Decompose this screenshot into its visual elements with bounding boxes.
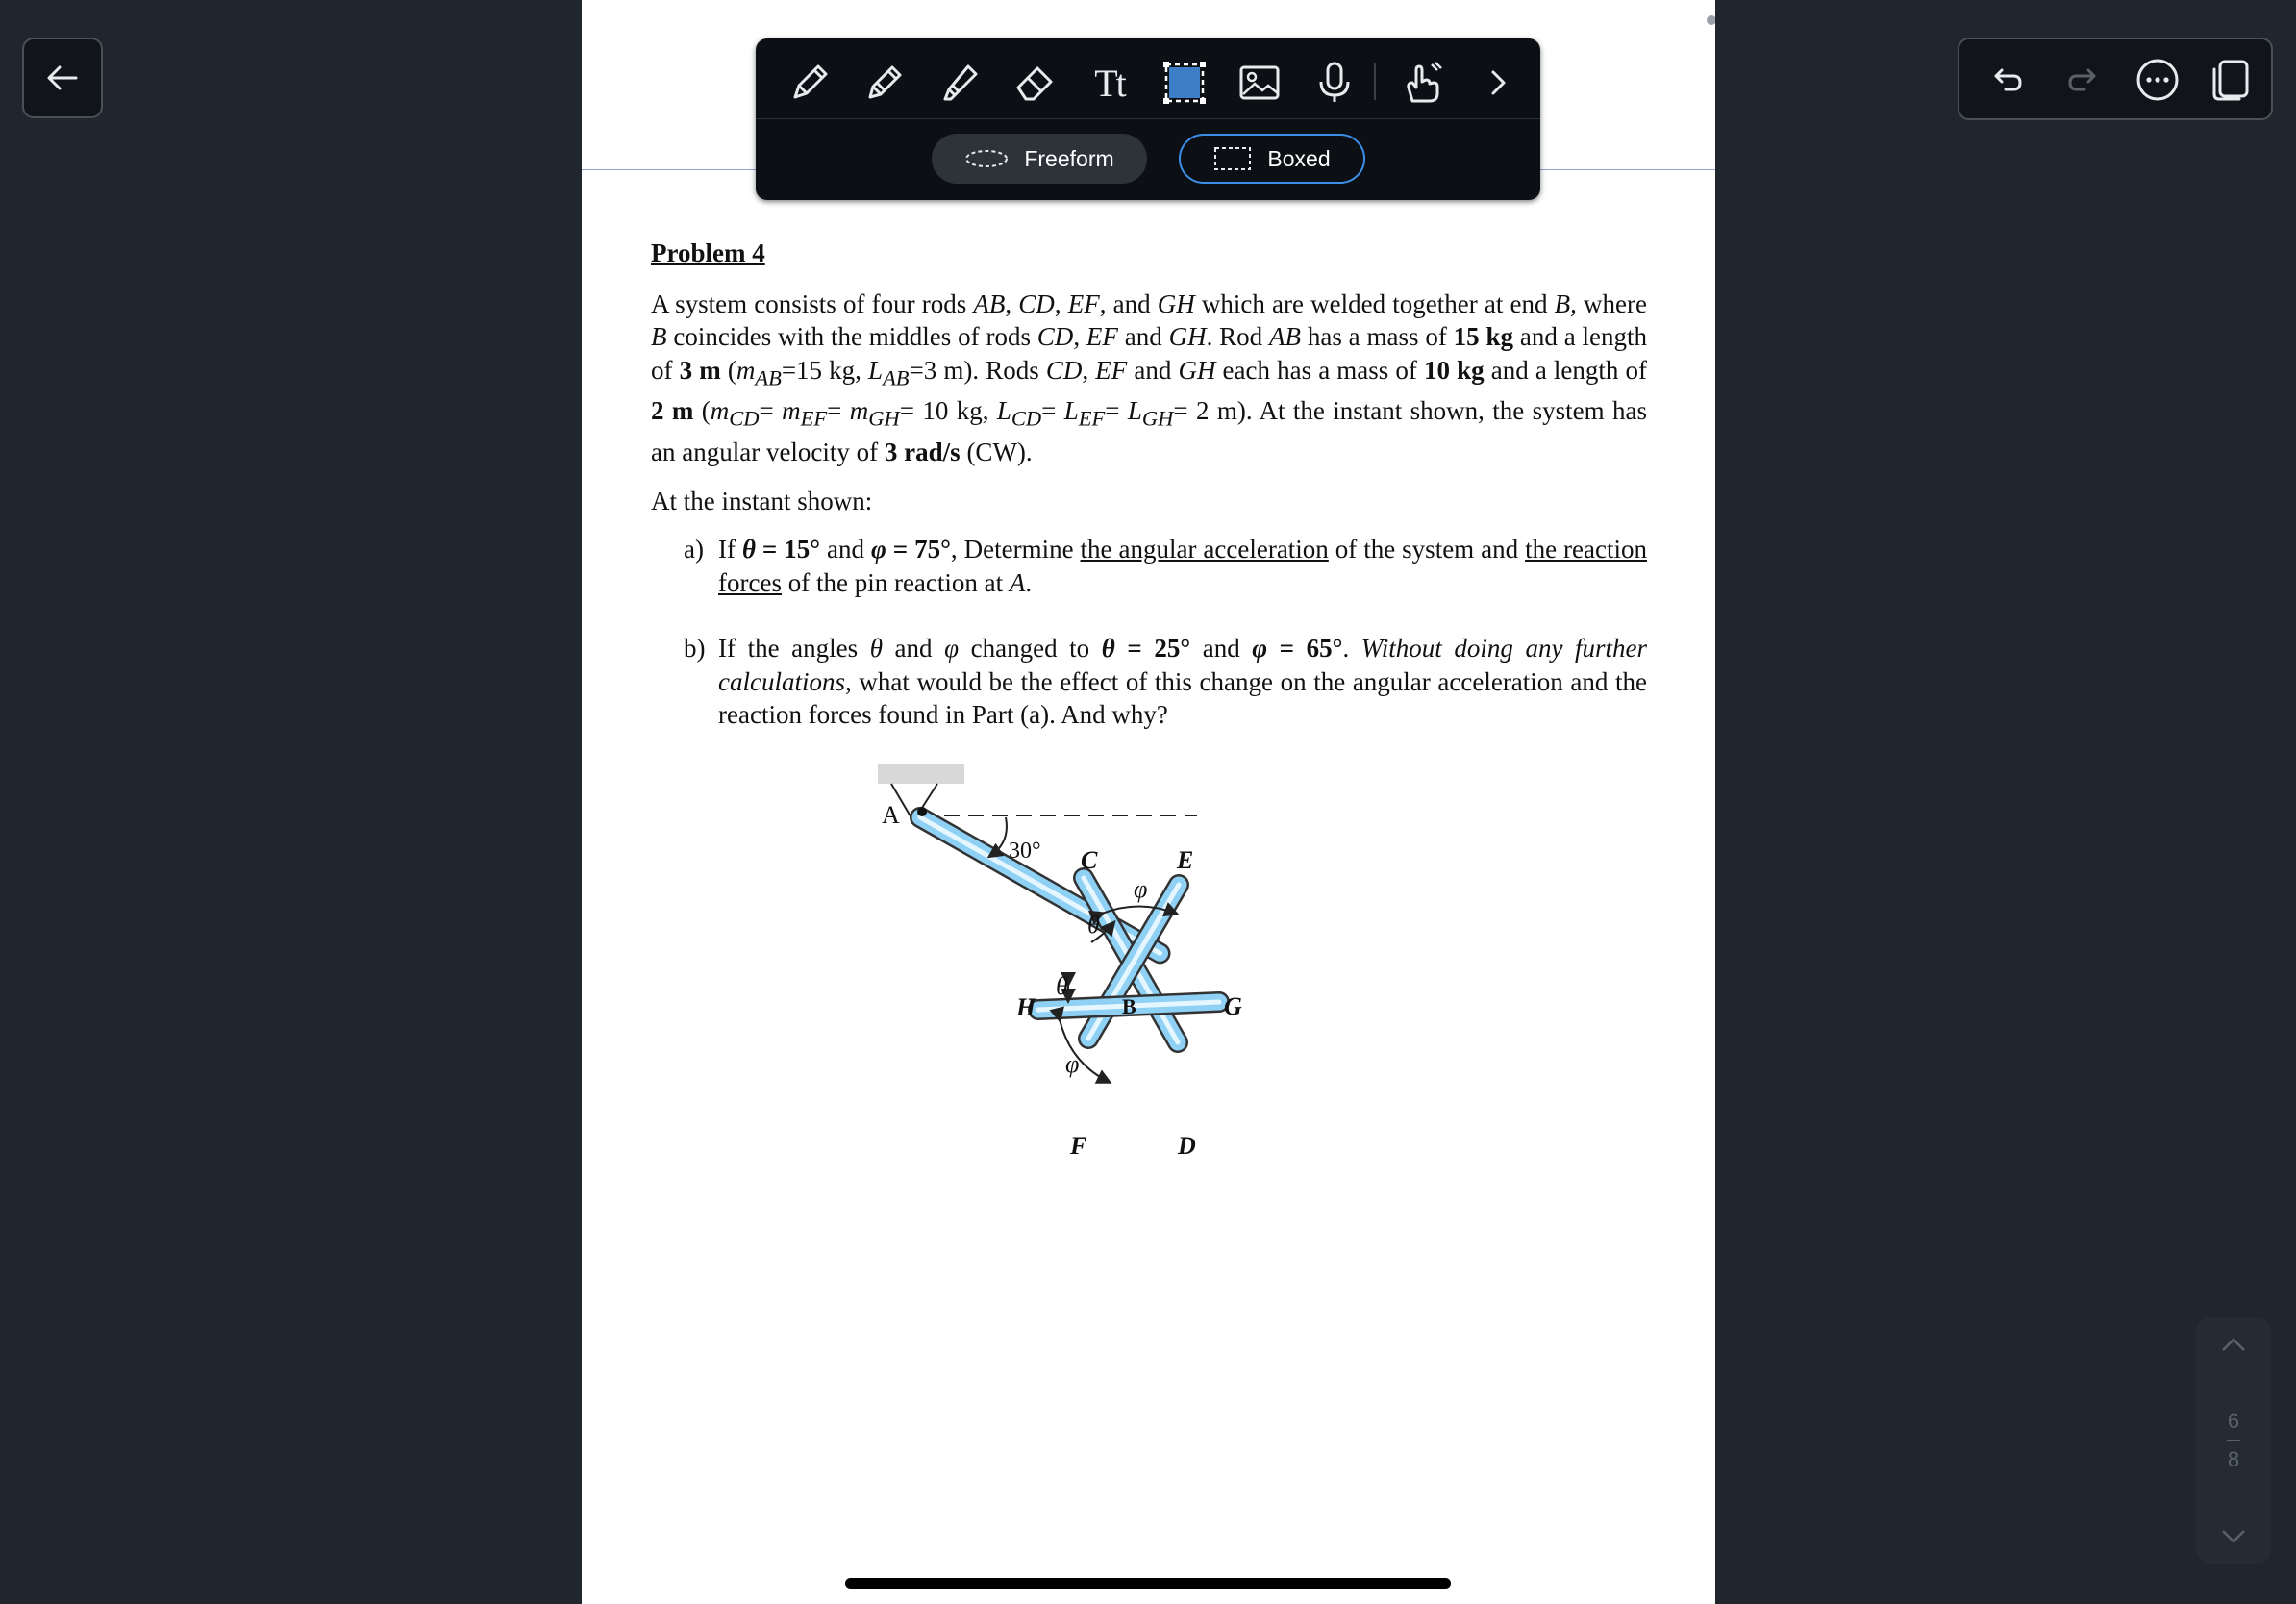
freeform-lasso-icon [964, 148, 1009, 169]
microphone-icon [1310, 59, 1359, 107]
pencil-icon [861, 59, 909, 107]
eraser-icon [1011, 59, 1059, 107]
label-C: C [1081, 846, 1098, 874]
chevron-right-icon [1474, 59, 1522, 107]
label-A: A [882, 801, 900, 829]
page-more-handle[interactable] [1707, 15, 1715, 25]
undo-icon [1988, 61, 2027, 99]
boxed-select-icon [1213, 146, 1252, 171]
pages-icon [2209, 58, 2252, 102]
label-phi-top: φ [1134, 875, 1148, 903]
problem-text [651, 237, 1647, 732]
freeform-label: Freeform [1024, 145, 1114, 171]
label-D: D [1178, 1132, 1196, 1160]
label-F: F [1070, 1132, 1087, 1160]
fixed-support [878, 764, 964, 784]
undo-button[interactable] [1983, 55, 2033, 105]
page-navigator [2196, 1317, 2271, 1564]
label-theta-bottom: θ [1056, 972, 1068, 1000]
back-button[interactable] [22, 38, 103, 118]
annotation-toolbar [756, 38, 1540, 200]
eraser-tool[interactable] [1008, 56, 1061, 110]
text-icon: Tt [1094, 61, 1125, 105]
pen-tool[interactable] [783, 56, 836, 110]
next-tools-button[interactable] [1471, 56, 1525, 110]
image-icon [1235, 59, 1284, 107]
pin-A [917, 807, 927, 816]
total-pages: 8 [2227, 1447, 2240, 1471]
redo-button[interactable] [2058, 55, 2108, 105]
page-separator [2227, 1440, 2240, 1441]
rod-system-figure [870, 760, 1485, 1183]
pen-icon [786, 59, 834, 107]
label-angle-30: 30° [1009, 839, 1041, 864]
toolbar-divider [756, 118, 1540, 119]
document-actions [1958, 38, 2273, 120]
label-G: G [1224, 992, 1242, 1020]
toolbar-separator [1374, 63, 1376, 100]
lasso-selection-icon [1160, 59, 1209, 107]
problem-intro: A system consists of four rods AB, CD, EF, and GH which are welded together at end B, where B coincides with the middles of rods CD, EF and GH. Rod AB has a mass of 15 kg and a length of 3 m ($m_{AB}=15$ kg, $L_{AB}=3$ m). Rods CD, EF and GH each has a mass of 10 kg and a length of 2 m ($m_{CD}= m_{EF}= m_{GH}= 10$ kg, $L_{CD}= L_{EF}= L_{GH}= 2$ m). At the instant shown, the system has an angular velocity of 3 rad/s (CW). [651, 288, 1648, 467]
page-indicator [2227, 1371, 2240, 1510]
hand-draw-icon [1399, 59, 1447, 107]
next-page-button[interactable] [2196, 1510, 2271, 1564]
freeform-selection-button[interactable] [932, 134, 1147, 184]
hand-tool[interactable] [1396, 56, 1450, 110]
chevron-up-icon [2219, 1335, 2248, 1354]
previous-page-button[interactable] [2196, 1317, 2271, 1371]
label-phi-bottom: φ [1065, 1050, 1080, 1078]
chevron-down-icon [2219, 1527, 2248, 1546]
pages-button[interactable] [2206, 55, 2256, 105]
more-icon [2135, 58, 2180, 102]
part-b: b) If the angles θ and φ changed to θ = 25° and φ = 65°. Without doing any further calculations, what would be the effect of this change on the angular acceleration and the reaction forces found in Part (a). And why? [684, 634, 1648, 730]
label-theta-top: θ [1087, 911, 1100, 939]
document-page [582, 0, 1715, 1604]
boxed-selection-button[interactable] [1179, 134, 1365, 184]
instant-line: At the instant shown: [651, 486, 873, 515]
label-E: E [1177, 846, 1194, 874]
image-tool[interactable] [1233, 56, 1286, 110]
label-B: B [1122, 994, 1136, 1018]
microphone-tool[interactable] [1308, 56, 1361, 110]
text-tool[interactable] [1083, 56, 1136, 110]
more-options-button[interactable] [2133, 55, 2183, 105]
problem-title: Problem 4 [651, 238, 765, 267]
redo-icon [2063, 61, 2102, 99]
home-indicator [845, 1578, 1451, 1589]
pencil-tool[interactable] [858, 56, 911, 110]
part-a: a) If θ = 15° and φ = 75°, Determine the angular acceleration of the system and the reaction forces of the pin reaction at A. [684, 535, 1647, 597]
lasso-tool[interactable] [1158, 56, 1211, 110]
arrow-left-icon [43, 59, 82, 97]
highlighter-icon [936, 59, 984, 107]
current-page: 6 [2227, 1409, 2240, 1433]
highlighter-tool[interactable] [933, 56, 986, 110]
boxed-label: Boxed [1267, 145, 1331, 171]
label-H: H [1016, 993, 1036, 1021]
